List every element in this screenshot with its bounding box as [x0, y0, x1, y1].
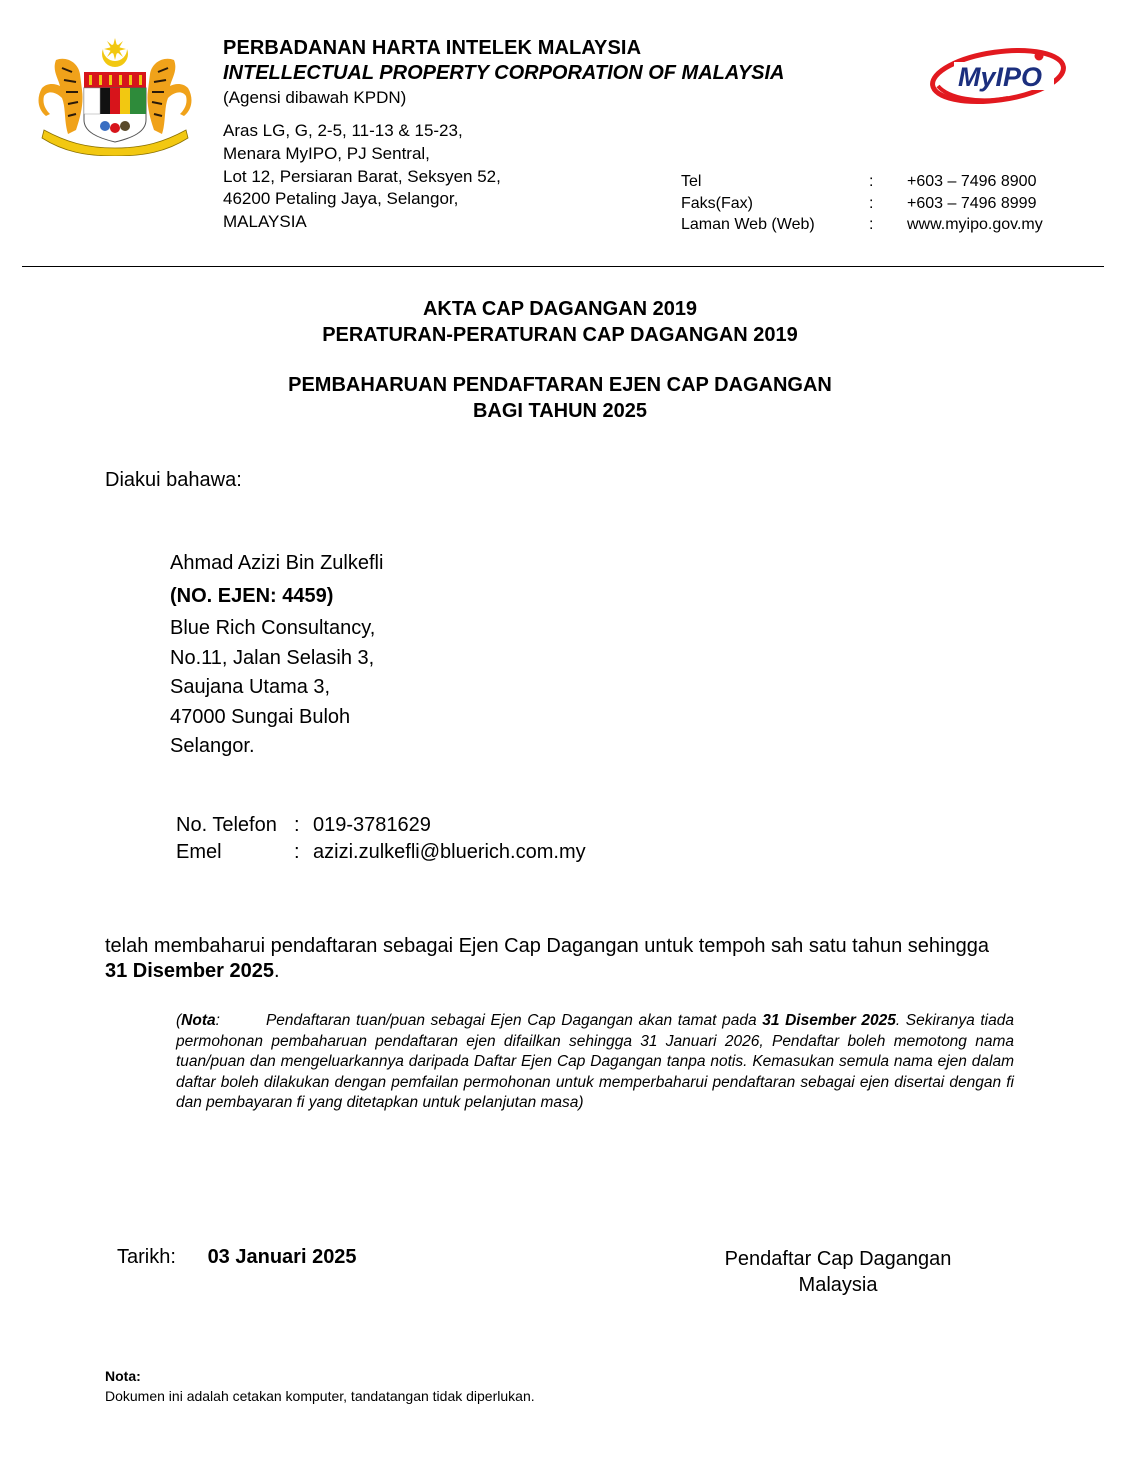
organization-name-malay: PERBADANAN HARTA INTELEK MALAYSIA — [223, 37, 642, 59]
email-value[interactable]: azizi.zulkefli@bluerich.com.my — [313, 841, 586, 863]
crest-icon — [36, 38, 194, 156]
coat-of-arms-logo — [36, 38, 194, 156]
contact-separator: : — [869, 194, 874, 212]
footer-note-text: Dokumen ini adalah cetakan komputer, tandatangan tidak diperlukan. — [105, 1388, 535, 1404]
phone-value: 019-3781629 — [313, 814, 431, 836]
contact-label: Laman Web (Web) — [681, 216, 815, 233]
agent-contact — [176, 812, 586, 866]
date-value: 03 Januari 2025 — [207, 1246, 357, 1268]
email-label: Emel — [176, 841, 222, 863]
date-label: Tarikh: — [117, 1246, 176, 1268]
note-text: Pendaftaran tuan/puan sebagai Ejen Cap Dagangan akan tamat pada — [265, 1012, 763, 1029]
expiry-date: 31 Disember 2025 — [105, 960, 275, 982]
agent-address-line: Blue Rich Consultancy, — [170, 617, 376, 639]
website-link[interactable]: www.myipo.gov.my — [907, 216, 1043, 233]
footer-note — [105, 1366, 535, 1406]
agency-subtitle: (Agensi dibawah KPDN) — [223, 88, 407, 107]
acknowledgement-intro: Diakui bahawa: — [105, 469, 242, 491]
contact-row-tel — [681, 171, 1043, 193]
organization-name-english: INTELLECTUAL PROPERTY CORPORATION OF MALAYSIA — [223, 62, 785, 84]
document-title-line: PEMBAHARUAN PENDAFTARAN EJEN CAP DAGANGAN — [288, 374, 832, 396]
agent-address-line: 47000 Sungai Buloh — [170, 705, 351, 728]
email-separator: : — [294, 841, 300, 863]
document-title — [0, 372, 1120, 424]
logo-text: MyIPO — [958, 62, 1043, 92]
agent-email-row — [176, 839, 586, 866]
myipo-logo-icon — [928, 40, 1070, 106]
contact-separator: : — [869, 173, 874, 190]
note-text-continued: . Sekiranya tiada permohonan pembaharuan pendaftaran ejen difailkan sehingga 31 Januari 2026, Pendaftar boleh memotong nama tuan/puan dan mengeluarkannya daripada Daftar Ejen Cap Dagangan tanpa notis. Kemasukan semula nama ejen dalam daftar boleh dilakukan dengan pemfailan permohonan untuk memperbaharui pendaftaran sebagai ejen disertai dengan fi dan pembayaran fi yang ditetapkan untuk pelanjutan masa) — [176, 1012, 1014, 1111]
agent-number: (NO. EJEN: 4459) — [170, 584, 334, 607]
address-line: Menara MyIPO, PJ Sentral, — [223, 143, 430, 163]
contact-label: Faks(Fax) — [681, 194, 753, 212]
footer-note-title: Nota: — [105, 1368, 141, 1384]
document-title-year: BAGI TAHUN 2025 — [472, 400, 648, 422]
note-expiry-date: 31 Disember 2025 — [762, 1012, 896, 1029]
agent-address-line: Saujana Utama 3, — [170, 676, 331, 698]
contact-value: +603 – 7496 8900 — [907, 173, 1037, 190]
registrar-signature-block — [690, 1246, 986, 1298]
regulations-title: PERATURAN-PERATURAN CAP DAGANGAN 2019 — [322, 324, 798, 346]
registrar-title: Pendaftar Cap Dagangan — [724, 1248, 952, 1270]
renewal-note — [176, 1011, 1014, 1114]
act-titles — [0, 296, 1120, 348]
agent-name: Ahmad Azizi Bin Zulkefli — [170, 552, 384, 574]
renewal-statement — [105, 934, 1005, 984]
header-divider — [22, 266, 1104, 267]
act-title: AKTA CAP DAGANGAN 2019 — [422, 298, 698, 320]
myipo-logo — [928, 40, 1070, 106]
issue-date — [117, 1246, 357, 1269]
contact-label: Tel — [681, 173, 702, 190]
address-line: Aras LG, G, 2-5, 11-13 & 15-23, — [223, 121, 463, 140]
contact-row-web — [681, 214, 1043, 236]
organization-address — [223, 120, 501, 234]
address-line: MALAYSIA — [223, 212, 307, 232]
statement-end: . — [274, 960, 280, 982]
note-label: Nota — [181, 1012, 216, 1029]
note-paren: ( — [176, 1012, 182, 1029]
contact-value: +603 – 7496 8999 — [907, 194, 1037, 212]
contact-separator: : — [869, 216, 874, 233]
note-colon: : — [215, 1012, 220, 1029]
address-line: 46200 Petaling Jaya, Selangor, — [223, 189, 459, 209]
registrar-country: Malaysia — [798, 1274, 878, 1296]
statement-text: telah membaharui pendaftaran sebagai Ejen Cap Dagangan untuk tempoh sah satu tahun sehingga — [105, 935, 989, 957]
contact-row-fax — [681, 193, 1043, 215]
contact-details — [681, 171, 1043, 236]
agent-phone-row — [176, 812, 586, 839]
agent-details — [170, 549, 383, 762]
agent-address-line: Selangor. — [170, 735, 255, 757]
phone-label: No. Telefon — [176, 814, 277, 836]
agent-address-line: No.11, Jalan Selasih 3, — [170, 646, 375, 669]
address-line: Lot 12, Persiaran Barat, Seksyen 52, — [223, 166, 501, 186]
phone-separator: : — [294, 814, 300, 836]
